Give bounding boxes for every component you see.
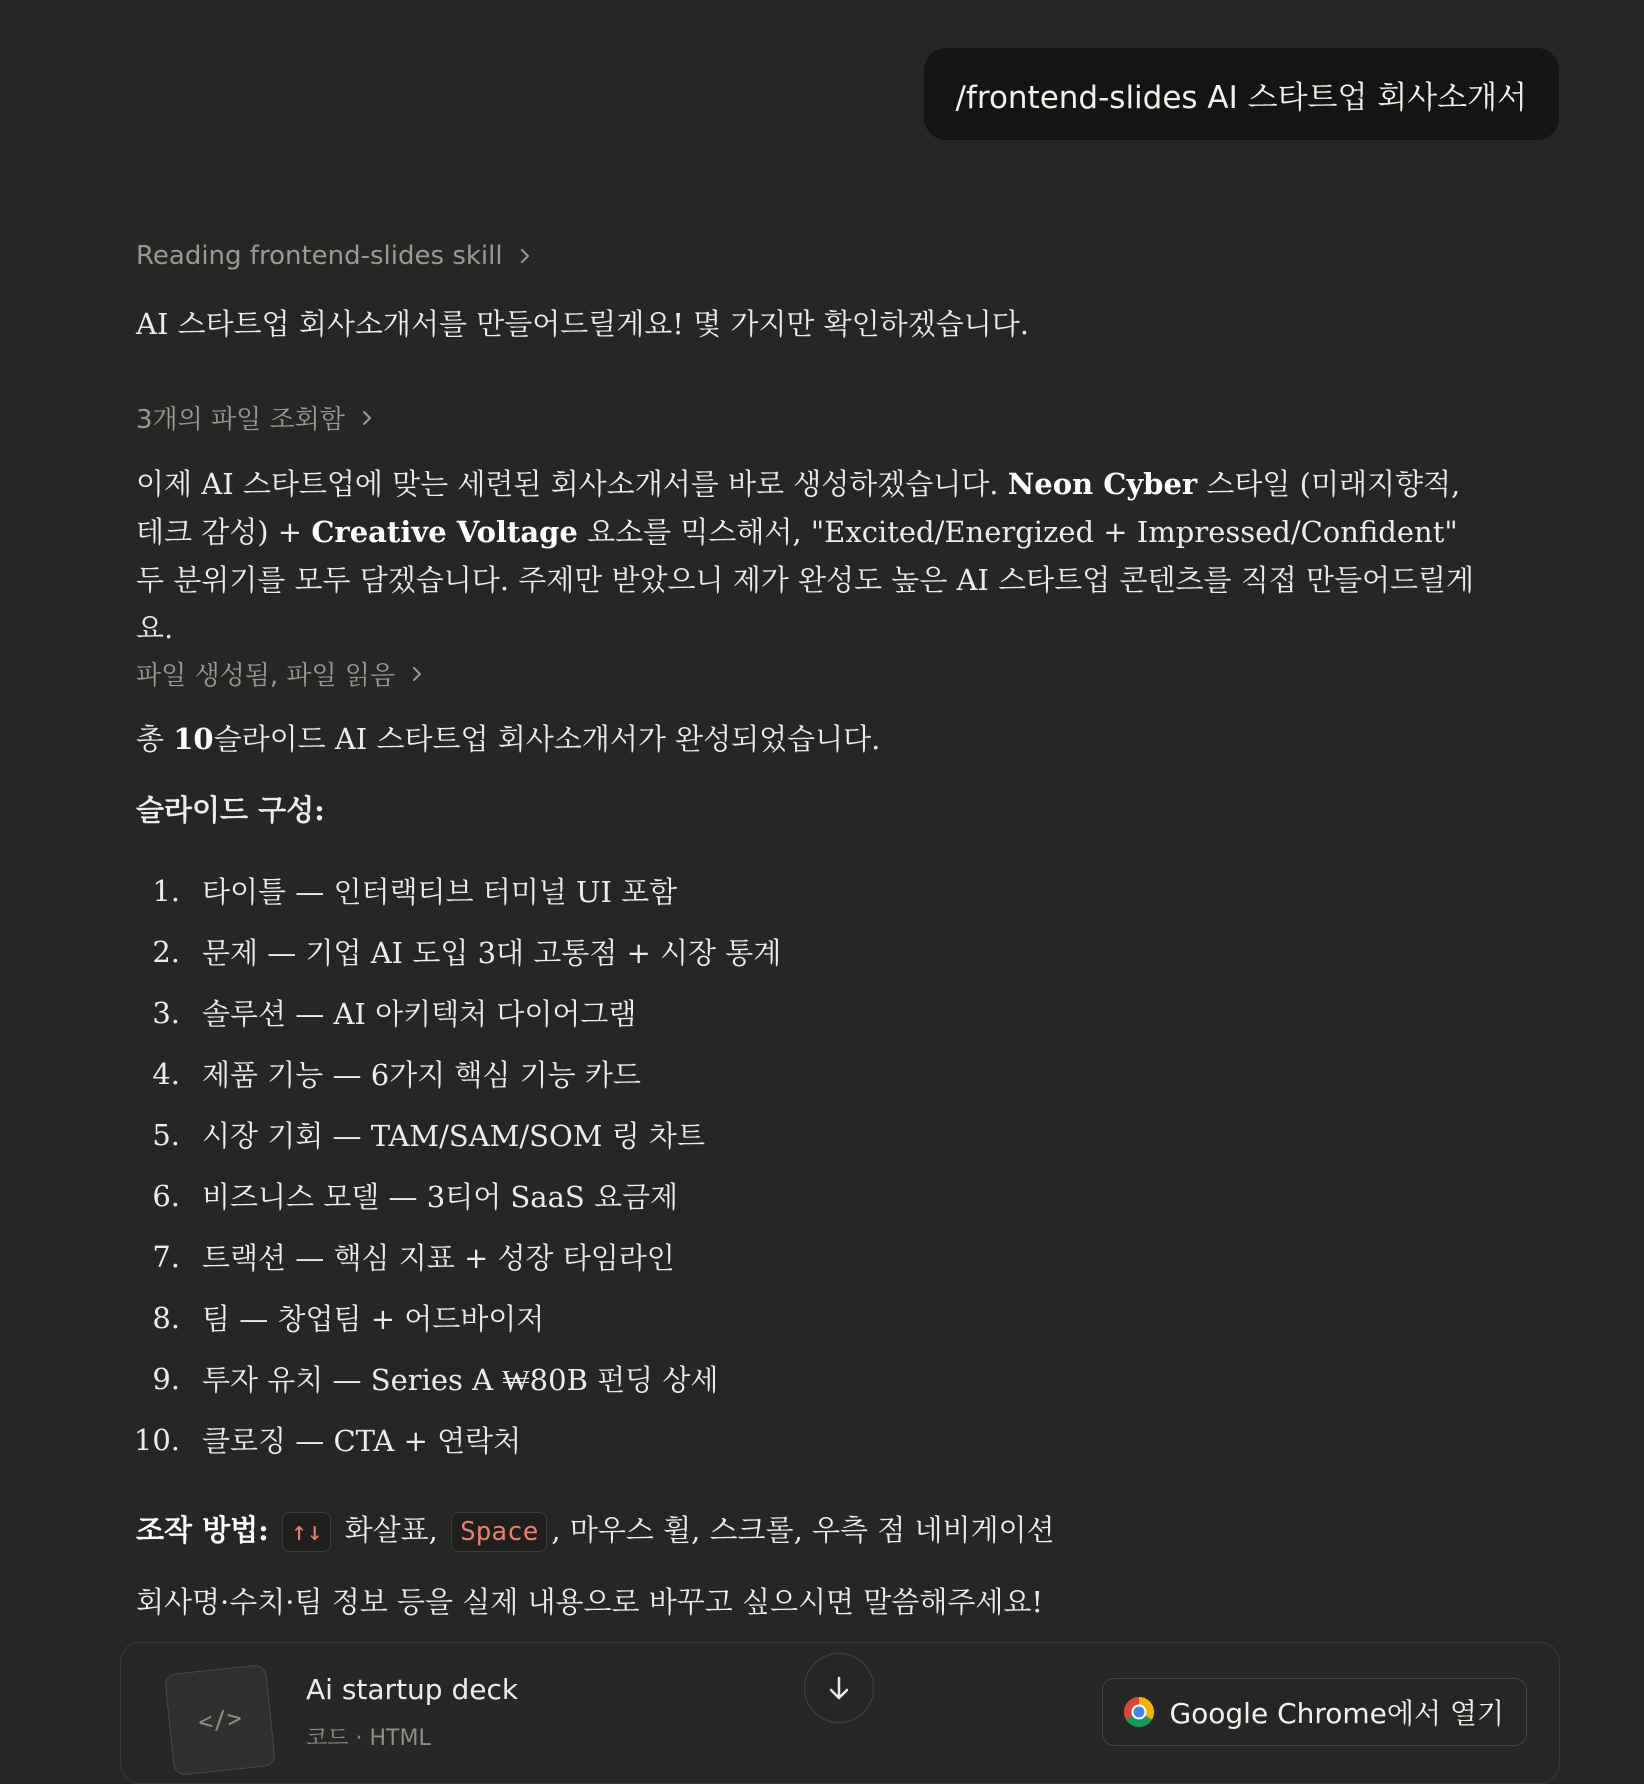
status-files-viewed[interactable] <box>136 399 1496 436</box>
chrome-icon <box>1123 1696 1155 1728</box>
list-number: 8. <box>152 1300 180 1335</box>
list-item <box>130 1226 781 1287</box>
file-meta: 코드 · HTML <box>306 1726 431 1751</box>
list-number: 5. <box>152 1117 180 1152</box>
list-item <box>130 1104 781 1165</box>
arrow-keys-code: ↑↓ <box>282 1512 331 1552</box>
closing-line <box>136 1578 1496 1626</box>
status-reading-skill[interactable] <box>136 241 1496 271</box>
assistant-intro-text: AI 스타트업 회사소개서를 만들어드릴게요! 몇 가지만 확인하겠습니다. <box>136 307 1029 341</box>
list-item <box>130 982 781 1043</box>
list-text: 시장 기회 — TAM/SAM/SOM 링 차트 <box>202 1119 705 1153</box>
plan-text-3: 요소를 믹스해서, "Excited/Energized + Impressed/Confident" 두 분위기를 모두 담겠습니다. 주제만 받았으니 제가 완성도 높은 AI 스타트업 콘텐츠를 직접 만들어드릴게요. <box>136 515 1475 645</box>
plan-style-neon-cyber: Neon Cyber <box>1007 467 1198 501</box>
assistant-intro <box>136 300 1496 348</box>
list-item <box>130 1409 781 1470</box>
list-number: 2. <box>152 934 180 969</box>
list-text: 팀 — 창업팀 + 어드바이저 <box>202 1302 545 1336</box>
controls-label: 조작 방법: <box>136 1513 269 1547</box>
list-text: 클로징 — CTA + 연락처 <box>202 1424 522 1458</box>
plan-text-1: 이제 AI 스타트업에 맞는 세련된 회사소개서를 바로 생성하겠습니다. <box>136 467 1008 501</box>
list-number: 4. <box>152 1056 180 1091</box>
space-key-code: Space <box>451 1512 547 1552</box>
plan-style-creative-voltage: Creative Voltage <box>311 515 578 549</box>
slide-list-heading <box>136 786 1496 834</box>
file-title: Ai startup deck <box>306 1673 519 1706</box>
list-text: 문제 — 기업 AI 도입 3대 고통점 + 시장 통계 <box>202 936 782 970</box>
user-message-text: /frontend-slides AI 스타트업 회사소개서 <box>955 79 1527 116</box>
file-artifact-card[interactable] <box>120 1642 1560 1784</box>
list-item <box>130 1165 781 1226</box>
chevron-right-icon <box>515 246 535 266</box>
summary-slide-count: 10 <box>173 722 214 756</box>
controls-text-1: 화살표, <box>335 1513 448 1547</box>
assistant-summary <box>136 715 1496 763</box>
controls-text-2: , 마우스 휠, 스크롤, 우측 점 네비게이션 <box>551 1513 1055 1547</box>
arrow-down-icon <box>824 1673 854 1703</box>
list-item <box>130 921 781 982</box>
list-number: 1. <box>152 873 180 908</box>
status-file-created-label: 파일 생성됨, 파일 읽음 <box>136 661 396 691</box>
list-text: 솔루션 — AI 아키텍처 다이어그램 <box>202 997 637 1031</box>
code-file-icon <box>164 1664 276 1776</box>
status-reading-skill-label: Reading frontend-slides skill <box>136 241 503 271</box>
list-text: 투자 유치 — Series A ₩80B 펀딩 상세 <box>202 1363 719 1397</box>
summary-text-1: 총 <box>136 722 174 756</box>
list-number: 10. <box>133 1422 180 1457</box>
list-item <box>130 1348 781 1409</box>
slide-list-heading-text: 슬라이드 구성: <box>136 793 325 827</box>
closing-text: 회사명·수치·팀 정보 등을 실제 내용으로 바꾸고 싶으시면 말씀해주세요! <box>136 1585 1044 1619</box>
user-message-bubble <box>924 48 1559 140</box>
chevron-right-icon <box>357 408 377 428</box>
list-text: 제품 기능 — 6가지 핵심 기능 카드 <box>202 1058 641 1092</box>
assistant-plan-paragraph <box>136 460 1486 652</box>
list-text: 타이틀 — 인터랙티브 터미널 UI 포함 <box>202 875 678 909</box>
slide-list <box>130 860 781 1470</box>
scroll-down-button[interactable] <box>804 1653 874 1723</box>
list-text: 트랙션 — 핵심 지표 + 성장 타임라인 <box>202 1241 675 1275</box>
status-file-created[interactable] <box>136 655 1496 692</box>
list-number: 6. <box>152 1178 180 1213</box>
open-in-chrome-label: Google Chrome에서 열기 <box>1169 1697 1504 1730</box>
chevron-right-icon <box>407 664 427 684</box>
list-number: 9. <box>152 1361 180 1396</box>
list-text: 비즈니스 모델 — 3티어 SaaS 요금제 <box>202 1180 679 1214</box>
list-number: 7. <box>152 1239 180 1274</box>
open-in-chrome-button[interactable] <box>1102 1678 1527 1746</box>
list-item <box>130 1287 781 1348</box>
list-item <box>130 860 781 921</box>
list-number: 3. <box>152 995 180 1030</box>
plan-text-2: 스타일 (미래지향적, 테크 감성) + <box>136 467 1461 549</box>
code-glyph: </> <box>196 1703 244 1737</box>
status-files-viewed-label: 3개의 파일 조회함 <box>136 405 345 435</box>
list-item <box>130 1043 781 1104</box>
summary-text-2: 슬라이드 AI 스타트업 회사소개서가 완성되었습니다. <box>213 722 881 756</box>
controls-line <box>136 1506 1496 1554</box>
